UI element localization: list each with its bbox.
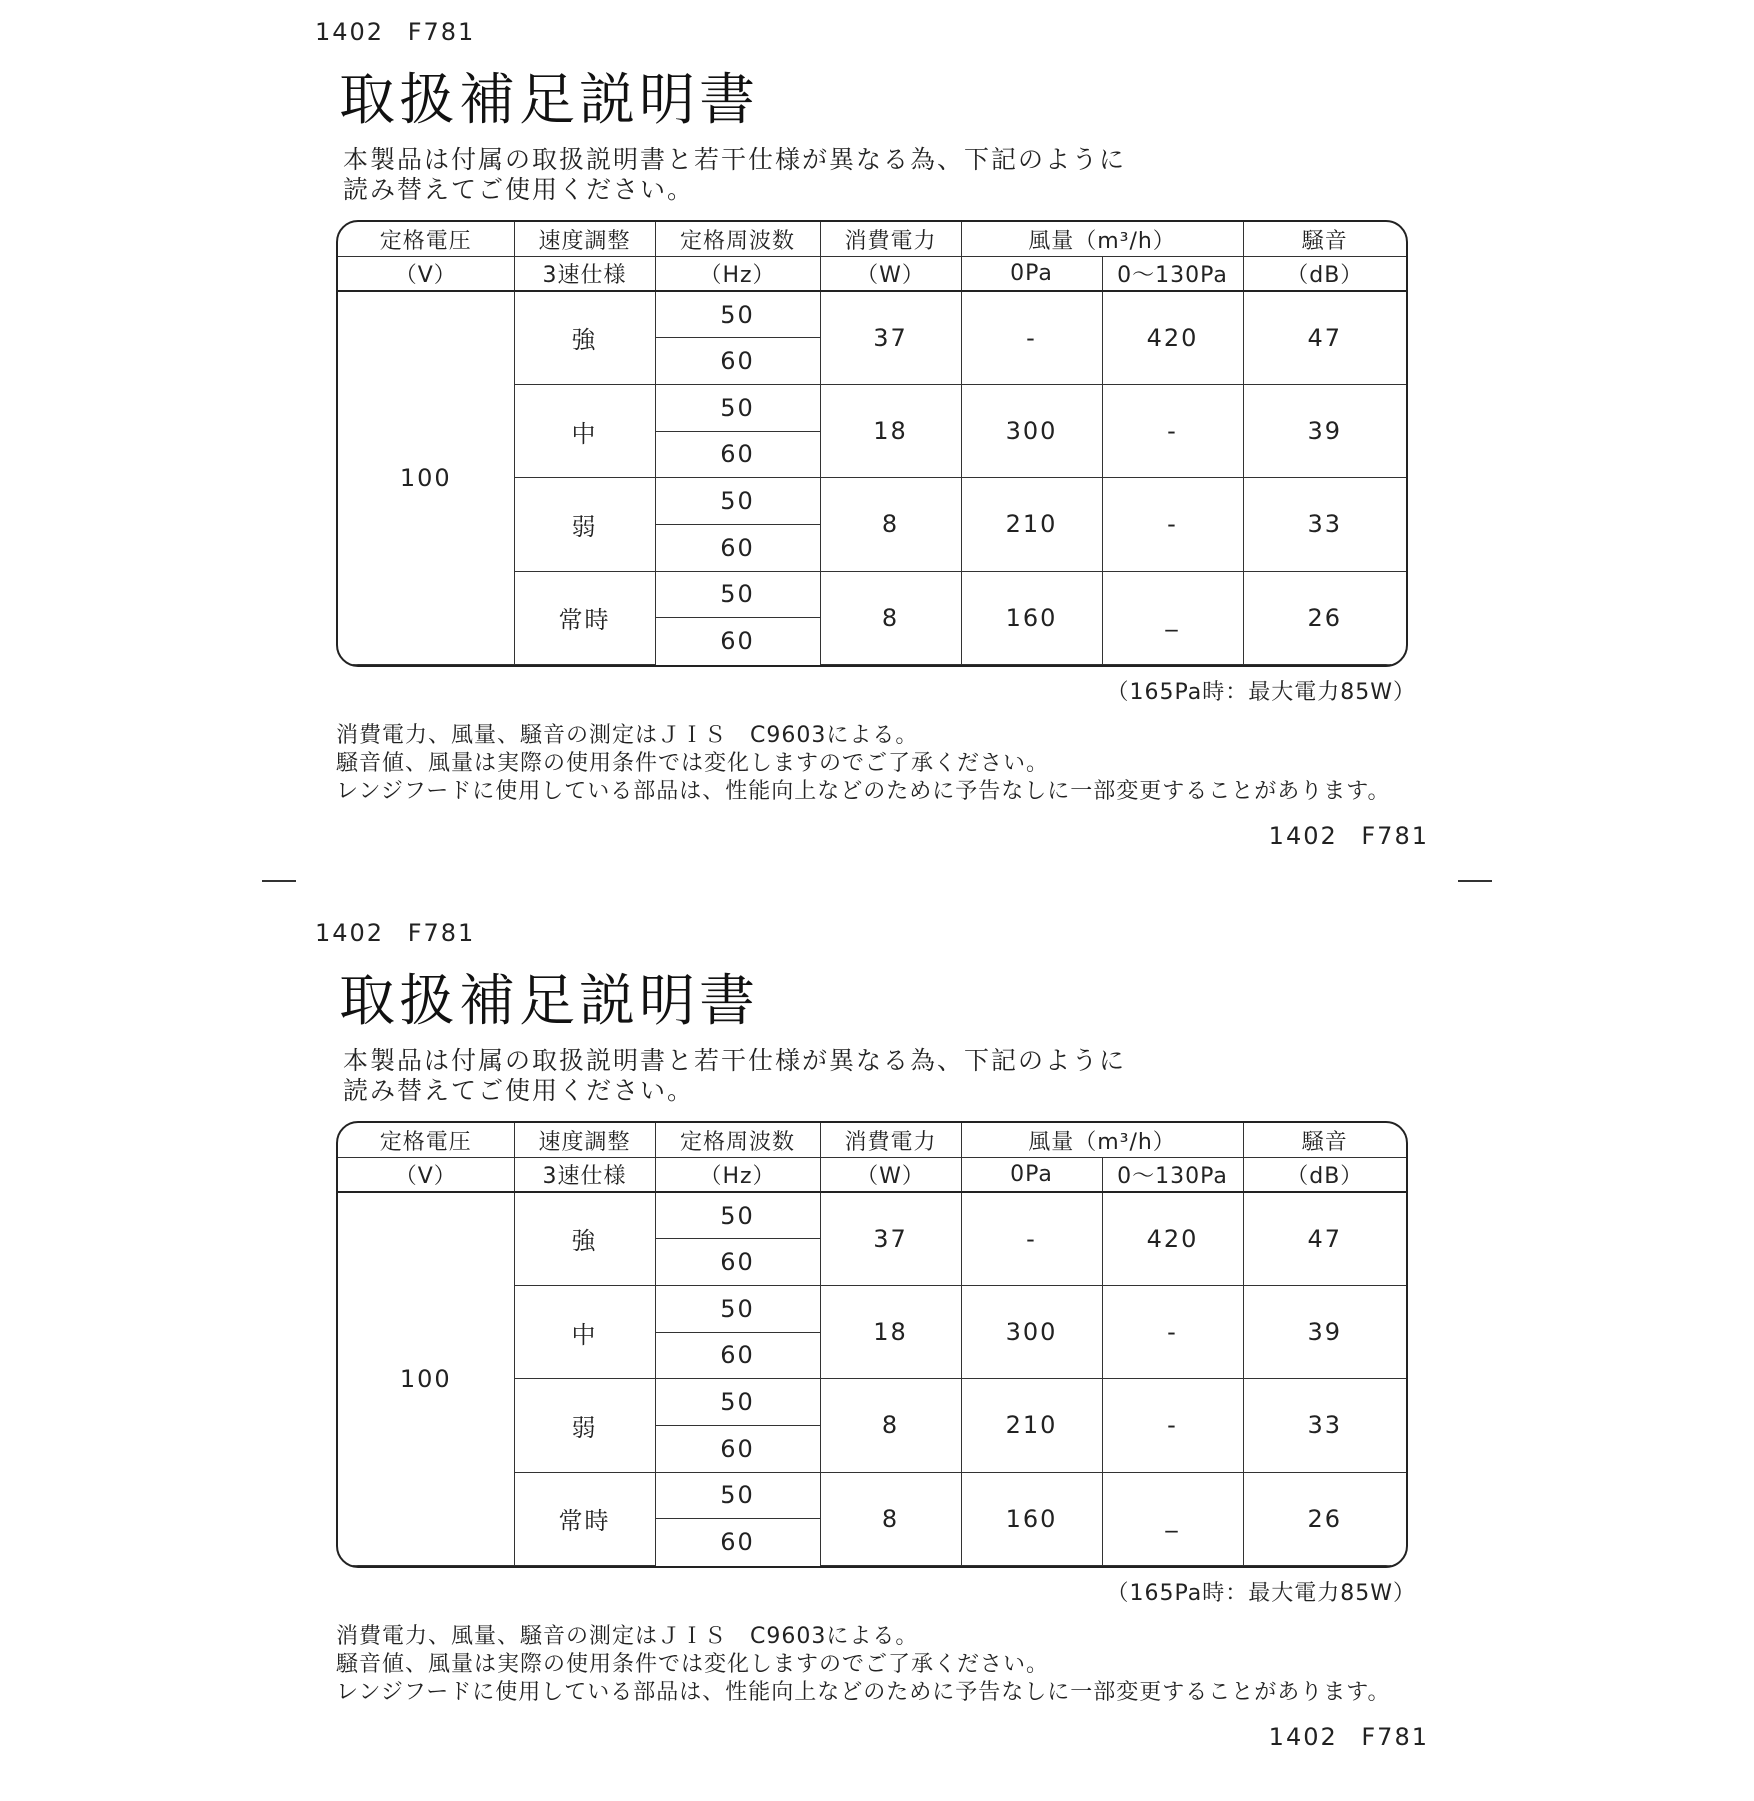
note-line: 消費電力、風量、騒音の測定はＪＩＳ C9603による。 — [336, 723, 919, 748]
noise-value: 33 — [1243, 478, 1406, 571]
cut-mark-left — [262, 880, 296, 882]
freq-50: 50 — [655, 384, 820, 431]
freq-60: 60 — [655, 1239, 820, 1286]
document-title: 取扱補足説明書 — [339, 969, 759, 1034]
airflow-0pa-value: - — [961, 1192, 1102, 1285]
header-power-unit: （W） — [820, 1158, 961, 1193]
header-voltage-unit: （V） — [338, 257, 514, 292]
noise-value: 39 — [1243, 384, 1406, 477]
header-voltage-unit: （V） — [338, 1158, 514, 1193]
intro-line: 本製品は付属の取扱説明書と若干仕様が異なる為、下記のように — [343, 145, 1127, 174]
freq-60: 60 — [655, 1332, 820, 1379]
header-power-unit: （W） — [820, 257, 961, 292]
header-airflow-0pa: 0Pa — [961, 1158, 1102, 1193]
power-value: 8 — [820, 478, 961, 571]
note-line: 騒音値、風量は実際の使用条件では変化しますのでご了承ください。 — [336, 751, 1050, 776]
noise-value: 47 — [1243, 1192, 1406, 1285]
noise-value: 39 — [1243, 1285, 1406, 1378]
max-power-note: （165Pa時：最大電力85W） — [1106, 680, 1416, 705]
header-speed-sub: 3速仕様 — [514, 1158, 655, 1193]
speed-constant: 常時 — [514, 571, 655, 664]
intro-text — [343, 1046, 1126, 1106]
header-frequency: 定格周波数 — [655, 222, 820, 257]
freq-60: 60 — [655, 338, 820, 385]
header-power: 消費電力 — [820, 1123, 961, 1158]
header-speed: 速度調整 — [514, 222, 655, 257]
freq-60: 60 — [655, 1425, 820, 1472]
header-voltage: 定格電圧 — [338, 222, 514, 257]
freq-60: 60 — [655, 618, 820, 665]
power-value: 8 — [820, 571, 961, 664]
header-airflow-130pa: 0～130Pa — [1102, 257, 1243, 292]
freq-50: 50 — [655, 1285, 820, 1332]
airflow-130pa-value: 420 — [1102, 1192, 1243, 1285]
speed-high: 強 — [514, 1192, 655, 1285]
document-code: 1402 F781 — [315, 919, 476, 947]
speed-high: 強 — [514, 291, 655, 384]
freq-60: 60 — [655, 524, 820, 571]
airflow-0pa-value: 160 — [961, 1472, 1102, 1565]
max-power-note: （165Pa時：最大電力85W） — [1106, 1581, 1416, 1606]
header-speed-sub: 3速仕様 — [514, 257, 655, 292]
freq-60: 60 — [655, 1519, 820, 1566]
instruction-sheet-bottom — [0, 901, 1754, 1801]
noise-value: 26 — [1243, 1472, 1406, 1565]
spec-table — [336, 1121, 1408, 1568]
airflow-130pa-value: - — [1102, 384, 1243, 477]
intro-line: 読み替えてご使用ください。 — [343, 1076, 695, 1105]
header-power: 消費電力 — [820, 222, 961, 257]
airflow-0pa-value: - — [961, 291, 1102, 384]
notes — [336, 1623, 1390, 1707]
speed-low: 弱 — [514, 1379, 655, 1472]
document-code: 1402 F781 — [315, 18, 476, 46]
header-frequency-unit: （Hz） — [655, 257, 820, 292]
header-airflow-130pa: 0～130Pa — [1102, 1158, 1243, 1193]
intro-line: 読み替えてご使用ください。 — [343, 175, 695, 204]
freq-50: 50 — [655, 478, 820, 525]
airflow-0pa-value: 160 — [961, 571, 1102, 664]
power-value: 18 — [820, 1285, 961, 1378]
speed-constant: 常時 — [514, 1472, 655, 1565]
header-airflow: 風量（m³/h） — [961, 1123, 1243, 1158]
airflow-0pa-value: 300 — [961, 384, 1102, 477]
document-code-footer: 1402 F781 — [1268, 1723, 1429, 1751]
header-noise: 騒音 — [1243, 222, 1406, 257]
airflow-130pa-value: 420 — [1102, 291, 1243, 384]
header-frequency: 定格周波数 — [655, 1123, 820, 1158]
power-value: 8 — [820, 1379, 961, 1472]
header-noise-unit: （dB） — [1243, 1158, 1406, 1193]
intro-text — [343, 145, 1126, 205]
freq-50: 50 — [655, 291, 820, 338]
power-value: 37 — [820, 291, 961, 384]
airflow-0pa-value: 300 — [961, 1285, 1102, 1378]
header-airflow: 風量（m³/h） — [961, 222, 1243, 257]
airflow-130pa-value: _ — [1102, 571, 1243, 664]
cut-mark-right — [1458, 880, 1492, 882]
header-airflow-0pa: 0Pa — [961, 257, 1102, 292]
power-value: 8 — [820, 1472, 961, 1565]
document-title: 取扱補足説明書 — [339, 68, 759, 133]
voltage-value: 100 — [338, 1192, 514, 1566]
header-speed: 速度調整 — [514, 1123, 655, 1158]
intro-line: 本製品は付属の取扱説明書と若干仕様が異なる為、下記のように — [343, 1046, 1127, 1075]
speed-mid: 中 — [514, 1285, 655, 1378]
airflow-0pa-value: 210 — [961, 1379, 1102, 1472]
noise-value: 47 — [1243, 291, 1406, 384]
instruction-sheet-top — [0, 0, 1754, 900]
voltage-value: 100 — [338, 291, 514, 665]
notes — [336, 722, 1390, 806]
airflow-130pa-value: - — [1102, 1379, 1243, 1472]
freq-60: 60 — [655, 431, 820, 478]
airflow-130pa-value: - — [1102, 1285, 1243, 1378]
note-line: 消費電力、風量、騒音の測定はＪＩＳ C9603による。 — [336, 1624, 919, 1649]
power-value: 37 — [820, 1192, 961, 1285]
freq-50: 50 — [655, 571, 820, 618]
note-line: 騒音値、風量は実際の使用条件では変化しますのでご了承ください。 — [336, 1652, 1050, 1677]
header-frequency-unit: （Hz） — [655, 1158, 820, 1193]
freq-50: 50 — [655, 1472, 820, 1519]
airflow-0pa-value: 210 — [961, 478, 1102, 571]
spec-table — [336, 220, 1408, 667]
speed-low: 弱 — [514, 478, 655, 571]
speed-mid: 中 — [514, 384, 655, 477]
airflow-130pa-value: - — [1102, 478, 1243, 571]
power-value: 18 — [820, 384, 961, 477]
airflow-130pa-value: _ — [1102, 1472, 1243, 1565]
freq-50: 50 — [655, 1379, 820, 1426]
note-line: レンジフードに使用している部品は、性能向上などのために予告なしに一部変更することがあります。 — [336, 1680, 1391, 1705]
header-noise: 騒音 — [1243, 1123, 1406, 1158]
noise-value: 26 — [1243, 571, 1406, 664]
noise-value: 33 — [1243, 1379, 1406, 1472]
note-line: レンジフードに使用している部品は、性能向上などのために予告なしに一部変更することがあります。 — [336, 779, 1391, 804]
document-code-footer: 1402 F781 — [1268, 822, 1429, 850]
header-noise-unit: （dB） — [1243, 257, 1406, 292]
header-voltage: 定格電圧 — [338, 1123, 514, 1158]
freq-50: 50 — [655, 1192, 820, 1239]
